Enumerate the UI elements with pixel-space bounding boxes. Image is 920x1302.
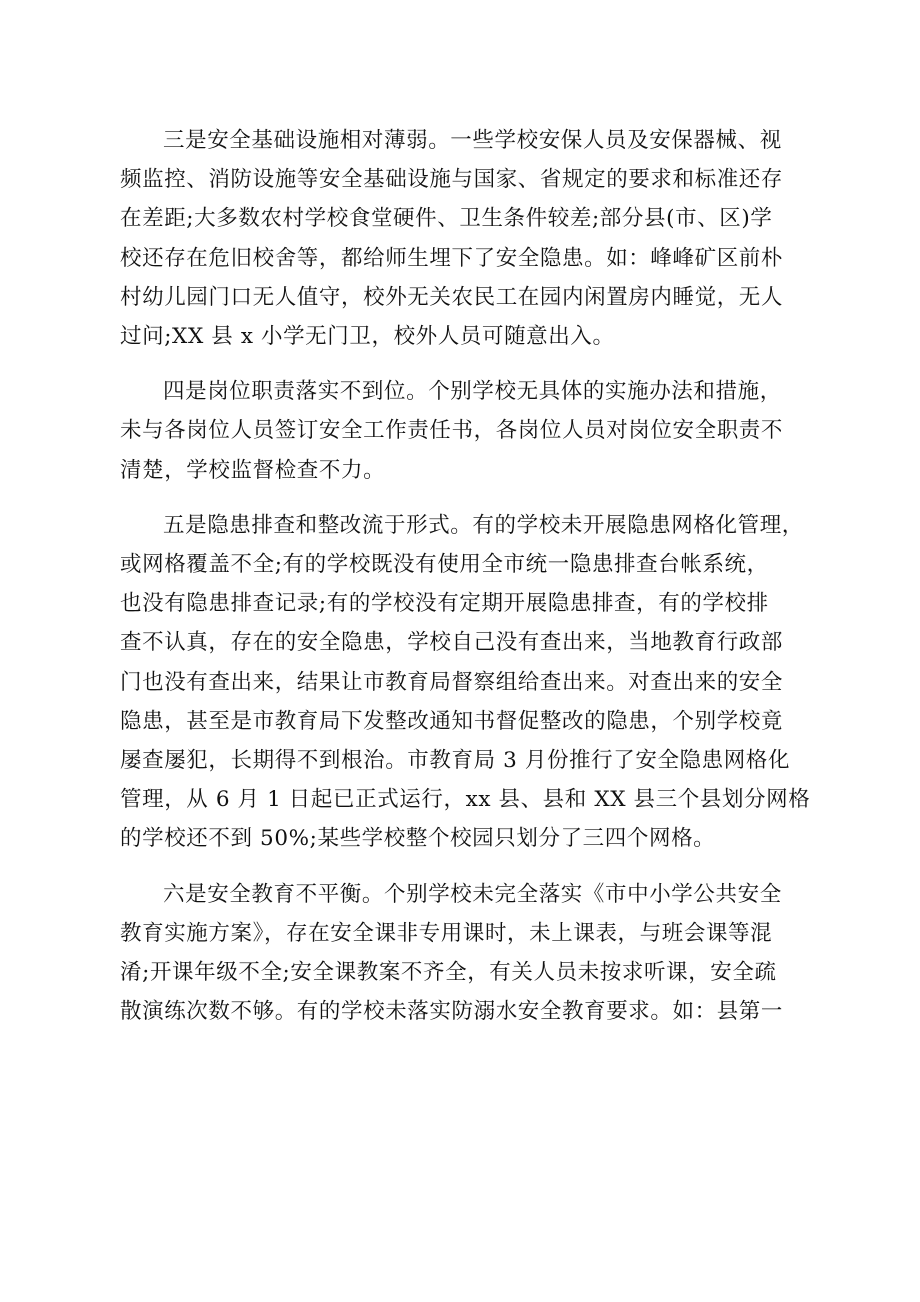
- text-line: 散演练次数不够。有的学校未落实防溺水安全教育要求。如：县第一: [120, 999, 784, 1025]
- text-line: 频监控、消防设施等安全基础设施与国家、省规定的要求和标准还存: [120, 167, 784, 193]
- text-line: 屡查屡犯，长期得不到根治。市教育局 3 月份推行了安全隐患网格化: [120, 748, 791, 774]
- text-line: 三是安全基础设施相对薄弱。一些学校安保人员及安保器械、视: [163, 128, 782, 153]
- text-line: 隐患，甚至是市教育局下发整改通知书督促整改的隐患，个别学校竟: [120, 708, 784, 734]
- paragraph-hazard-inspection: [120, 506, 810, 859]
- text-line: 六是安全教育不平衡。个别学校未完全落实《市中小学公共安全: [163, 881, 782, 907]
- paragraph-responsibility: [120, 372, 810, 490]
- text-line: 也没有隐患排查记录;有的学校没有定期开展隐患排查，有的学校排: [120, 591, 769, 617]
- text-line: 的学校还不到 50%;某些学校整个校园只划分了三四个网格。: [120, 826, 716, 852]
- text-line: 村幼儿园门口无人值守，校外无关农民工在园内闲置房内睡觉，无人: [120, 284, 784, 310]
- text-line: 在差距;大多数农村学校食堂硬件、卫生条件较差;部分县(市、区)学: [120, 206, 773, 232]
- paragraph-safety-education: [120, 875, 810, 1032]
- text-line: 校还存在危旧校舍等，都给师生埋下了安全隐患。如：峰峰矿区前朴: [120, 245, 784, 271]
- text-line: 管理，从 6 月 1 日起已正式运行，xx 县、县和 XX 县三个县划分网格: [120, 787, 811, 813]
- paragraph-infrastructure: [120, 121, 810, 356]
- text-line: 五是隐患排查和整改流于形式。有的学校未开展隐患网格化管理，: [163, 512, 804, 538]
- text-line: 教育实施方案》，存在安全课非专用课时，未上课表，与班会课等混: [120, 920, 773, 946]
- text-line: 或网格覆盖不全;有的学校既没有使用全市统一隐患排查台帐系统，: [120, 552, 769, 578]
- text-line: 门也没有查出来，结果让市教育局督察组给查出来。对查出来的安全: [120, 669, 784, 695]
- text-line: 四是岗位职责落实不到位。个别学校无具体的实施办法和措施，: [163, 379, 782, 405]
- text-line: 未与各岗位人员签订安全工作责任书，各岗位人员对岗位安全职责不: [120, 418, 784, 444]
- text-line: 过问;XX 县 x 小学无门卫，校外人员可随意出入。: [120, 324, 615, 350]
- text-line: 淆;开课年级不全;安全课教案不齐全，有关人员未按求听课，安全疏: [120, 960, 777, 986]
- text-line: 查不认真，存在的安全隐患，学校自己没有查出来，当地教育行政部: [120, 630, 784, 656]
- text-line: 清楚，学校监督检查不力。: [120, 457, 386, 483]
